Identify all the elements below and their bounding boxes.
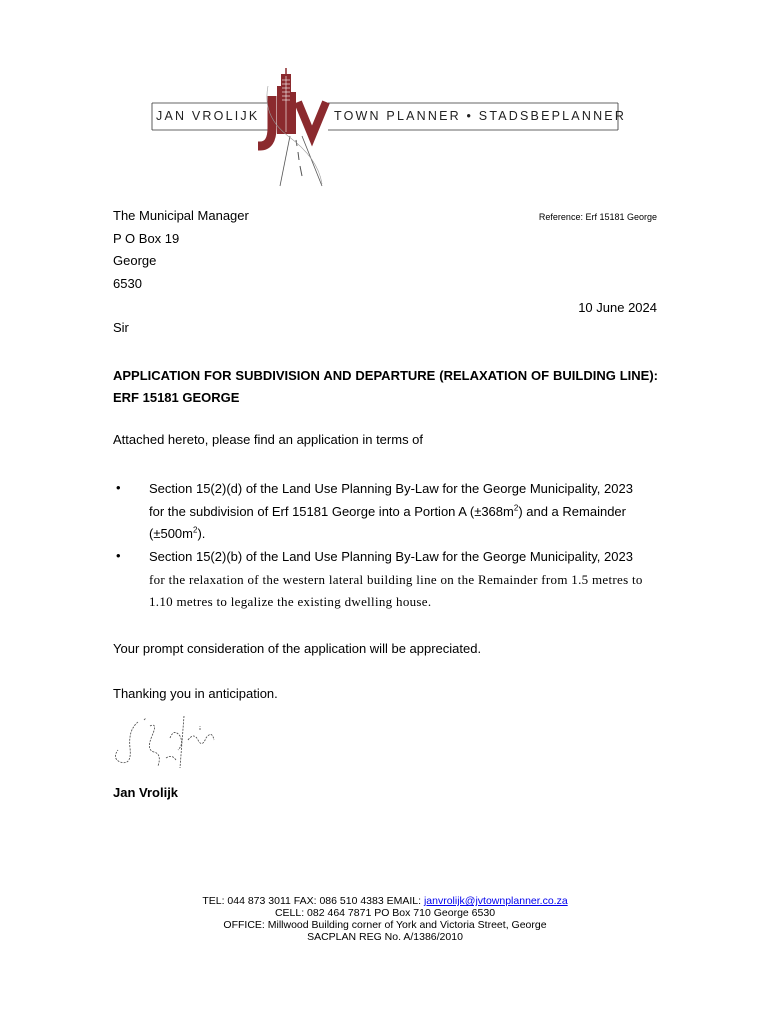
letter-heading: APPLICATION FOR SUBDIVISION AND DEPARTURE (RELAXATION OF BUILDING LINE): ERF 15181 GEORGE xyxy=(113,368,658,405)
letterhead xyxy=(150,66,627,191)
letterhead-tagline: TOWN PLANNER • STADSBEPLANNER xyxy=(334,109,627,123)
salutation: Sir xyxy=(113,320,129,335)
bullet-2-line-3: 1.10 metres to legalize the existing dwelling house. xyxy=(149,594,432,609)
bullet-2-line-1: Section 15(2)(b) of the Land Use Planning By-Law for the George Municipality, 2023 xyxy=(149,549,633,564)
bullet-2-marker: • xyxy=(116,548,121,563)
bullet-1-line-2: for the subdivision of Erf 15181 George into a Portion A $(\pm 368m^2)$ and a Remainder xyxy=(149,503,626,519)
closing-line-1: Your prompt consideration of the application will be appreciated. xyxy=(113,641,482,656)
footer-email-link[interactable]: janvrolijk@jvtownplanner.co.za xyxy=(423,895,568,907)
bullet-1 xyxy=(149,478,659,546)
bullet-2 xyxy=(149,546,659,614)
signatory-name: Jan Vrolijk xyxy=(113,785,179,800)
footer-tel-fax: TEL: 044 873 3011 FAX: 086 510 4383 EMAIL: xyxy=(202,895,424,907)
recipient-line-1: The Municipal Manager xyxy=(113,208,249,223)
bullet-2-line-2: for the relaxation of the western lateral building line on the Remainder from 1.5 metres to xyxy=(149,571,643,587)
signature xyxy=(108,710,223,778)
footer-office-line: OFFICE: Millwood Building corner of York and Victoria Street, George xyxy=(223,919,547,931)
intro-text: Attached hereto, please find an application in terms of xyxy=(113,432,424,447)
recipient-line-3: George xyxy=(113,253,157,268)
handwritten-signature xyxy=(108,710,223,778)
bullet-1-line-3: $(\pm 500m^2)$. xyxy=(149,525,206,541)
bullet-1-marker: • xyxy=(116,480,121,495)
footer-sacplan-line: SACPLAN REG No. A/1386/2010 xyxy=(307,931,463,943)
recipient-line-4: 6530 xyxy=(113,276,142,291)
footer-cell-line: CELL: 082 464 7871 PO Box 710 George 6530 xyxy=(274,907,496,919)
closing-line-2: Thanking you in anticipation. xyxy=(113,686,278,701)
footer-contact-line xyxy=(0,895,770,908)
bullet-1-line-1: Section 15(2)(d) of the Land Use Planning By-Law for the George Municipality, 2023 xyxy=(149,481,633,496)
letterhead-logo xyxy=(150,66,620,191)
recipient-line-2: P O Box 19 xyxy=(113,231,180,246)
reference: Reference: Erf 15181 George xyxy=(538,212,657,222)
letterhead-name: JAN VROLIJK xyxy=(156,109,260,123)
letter-date: 10 June 2024 xyxy=(578,300,657,315)
